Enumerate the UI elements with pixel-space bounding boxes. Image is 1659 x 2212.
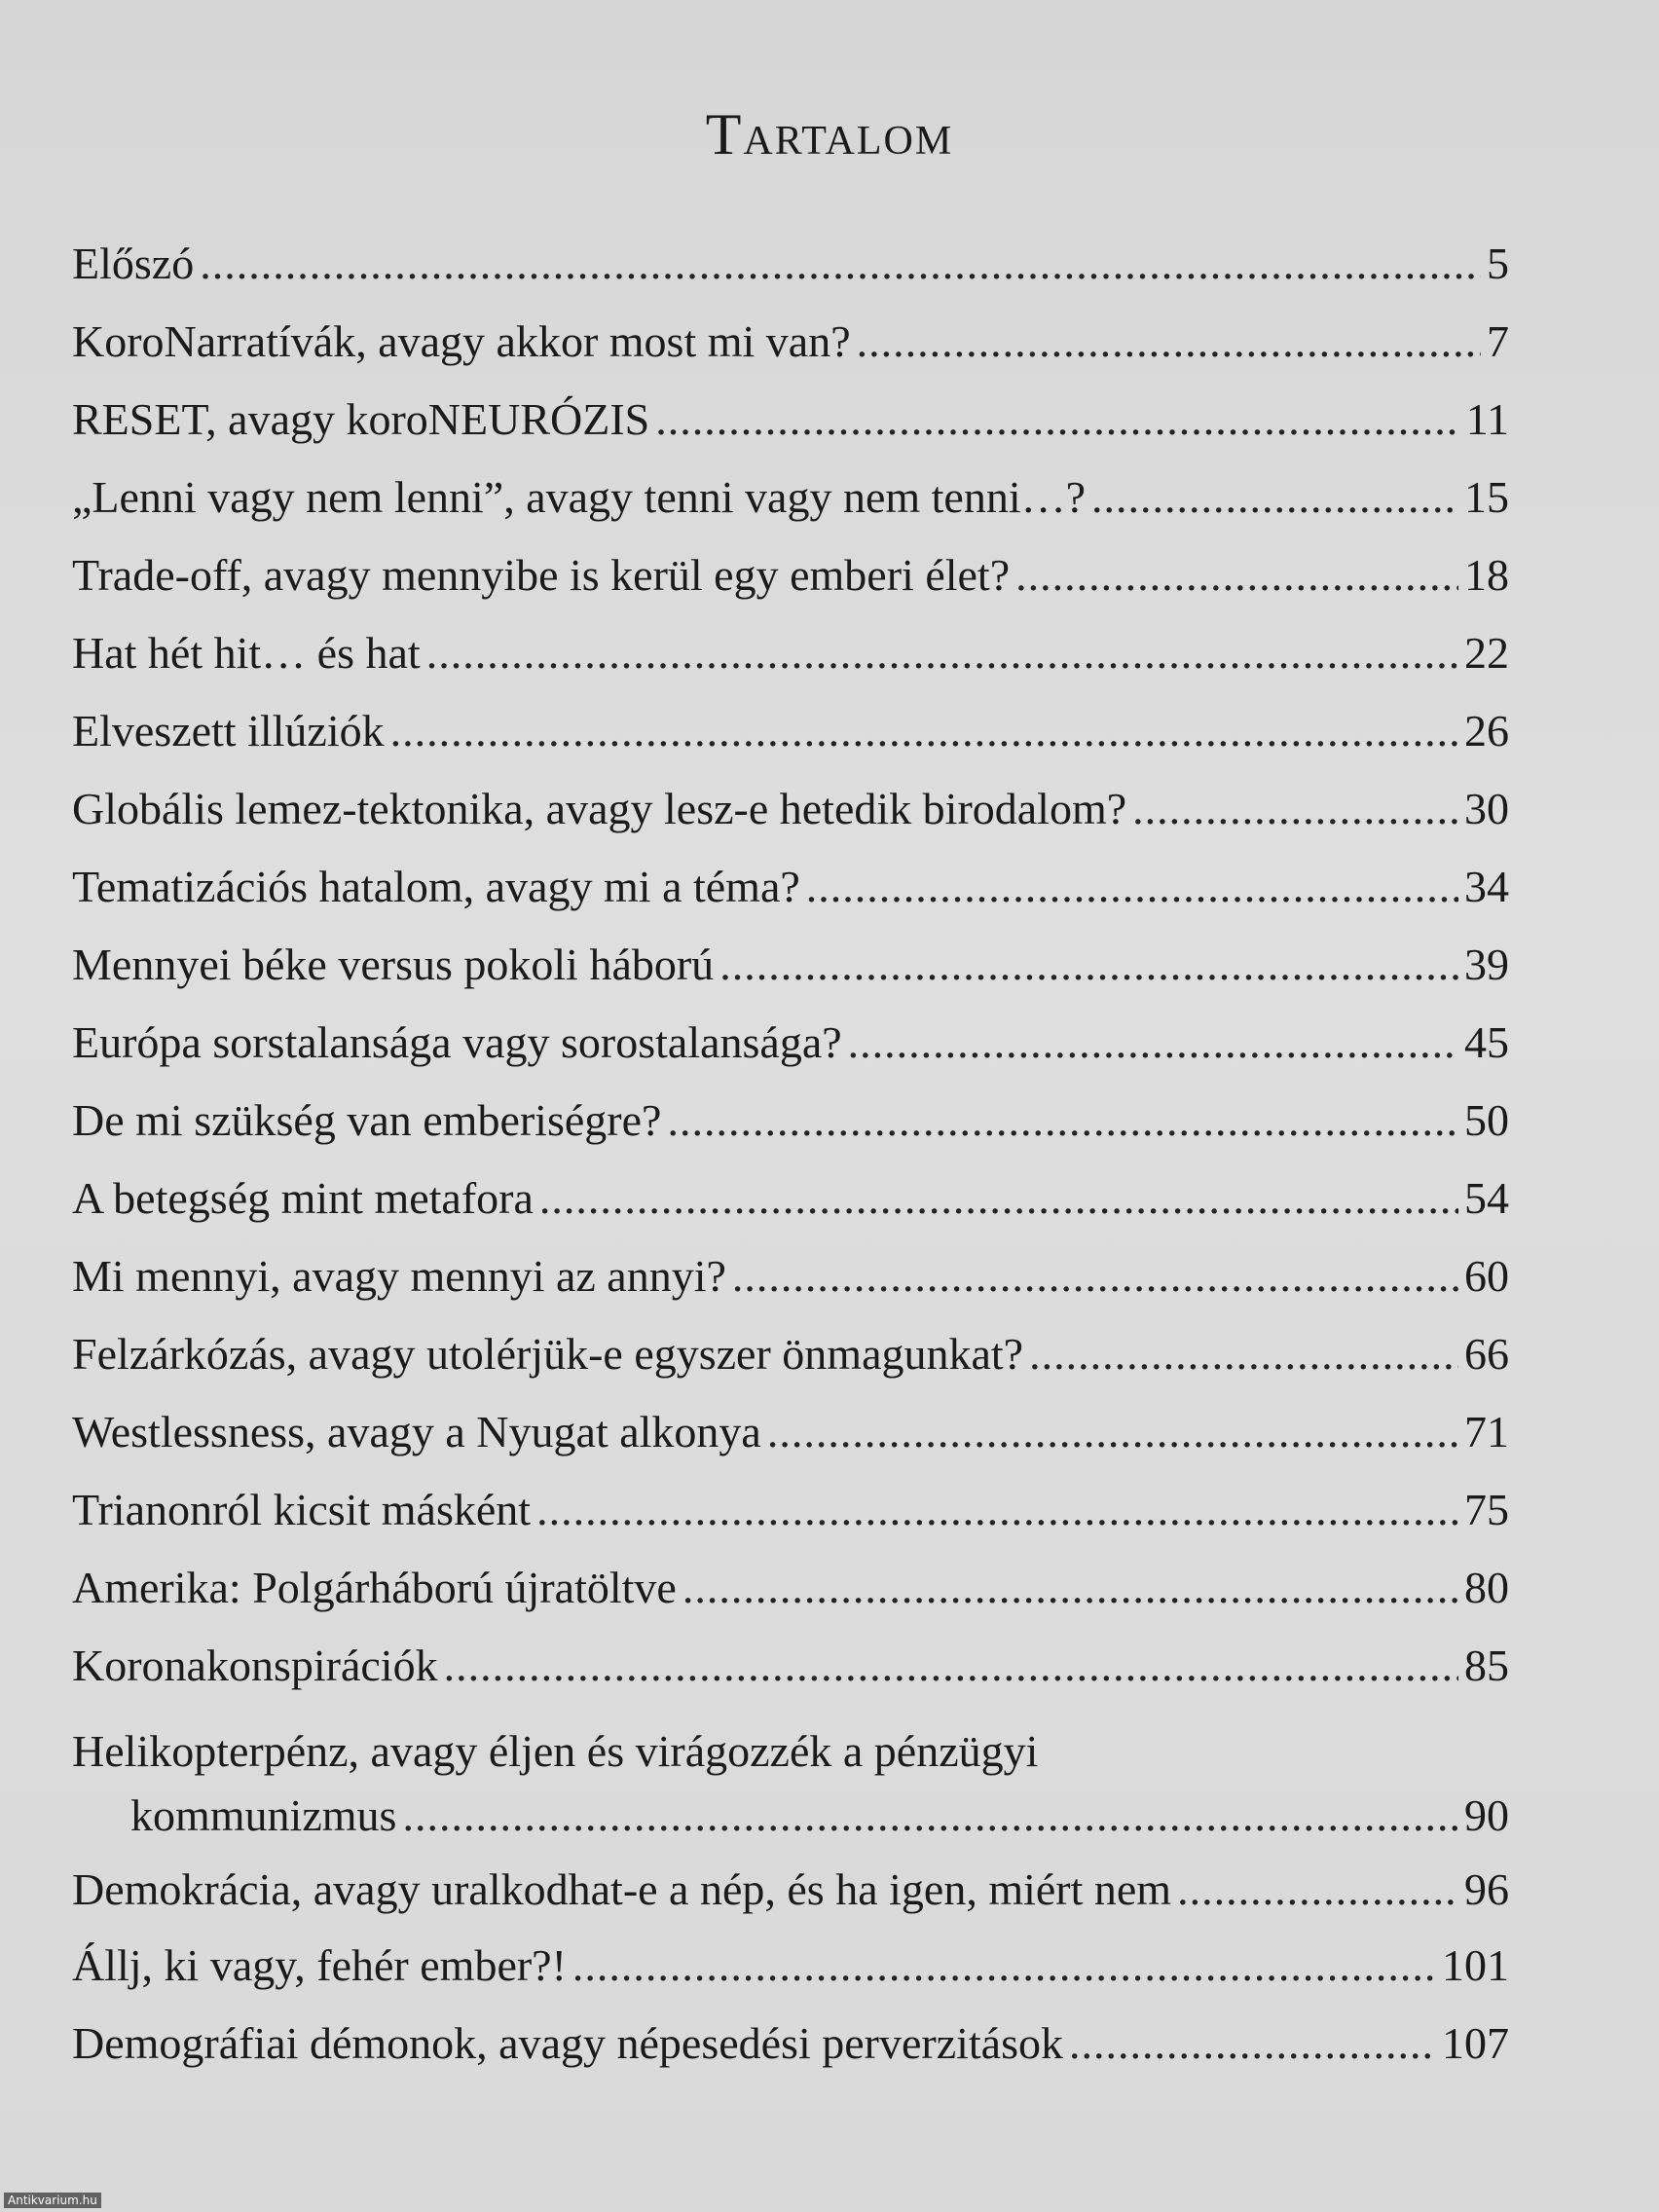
toc-entry-page: 80 — [1464, 1563, 1509, 1612]
toc-entry-title: Előszó — [72, 239, 195, 288]
toc-entry-title: Európa sorstalansága vagy sorostalansága? — [72, 1017, 842, 1067]
toc-entry — [72, 1482, 1509, 1538]
toc-entry-page: 75 — [1464, 1485, 1509, 1534]
toc-entry — [72, 781, 1509, 837]
leader-dots — [536, 1482, 1458, 1538]
toc-entry-continuation — [72, 1788, 1509, 1844]
leader-dots — [1177, 1862, 1458, 1918]
toc-entry-page: 66 — [1464, 1329, 1509, 1379]
toc-entry-title: Trianonról kicsit másként — [72, 1485, 532, 1534]
leader-dots — [767, 1404, 1458, 1460]
toc-entry — [72, 1404, 1509, 1460]
leader-dots — [572, 1937, 1436, 1994]
toc-entry — [72, 2015, 1509, 2072]
toc-entry-page: 5 — [1487, 239, 1509, 288]
toc-entry — [72, 1560, 1509, 1616]
toc-entry-title: Demográfiai démonok, avagy népesedési perverzitások — [72, 2018, 1063, 2068]
watermark: Antikvarium.hu — [4, 2193, 101, 2208]
toc-entry-page: 85 — [1464, 1641, 1509, 1690]
toc-entry — [72, 625, 1509, 682]
toc-entry-title: RESET, avagy koroNEURÓZIS — [72, 394, 650, 444]
toc-entry — [72, 1638, 1509, 1694]
toc-entry — [72, 469, 1509, 526]
toc-entry-title: A betegség mint metafora — [72, 1173, 534, 1223]
toc-entry — [72, 1170, 1509, 1227]
leader-dots — [655, 391, 1459, 448]
toc-entry-title: Elveszett illúziók — [72, 706, 385, 756]
toc-entry-page: 60 — [1464, 1251, 1509, 1301]
toc-entry-page: 11 — [1465, 394, 1509, 444]
leader-dots — [390, 703, 1458, 759]
leader-dots — [848, 1014, 1458, 1071]
toc-entry — [72, 859, 1509, 915]
leader-dots — [1015, 547, 1458, 604]
toc-entry-title: Tematizációs hatalom, avagy mi a téma? — [72, 862, 800, 911]
leader-dots — [444, 1638, 1458, 1694]
toc-entry — [72, 1937, 1509, 1994]
leader-dots — [200, 236, 1481, 292]
toc-entry-title: „Lenni vagy nem lenni”, avagy tenni vagy nem tenni…? — [72, 472, 1087, 522]
toc-entry-title: Mennyei béke versus pokoli háború — [72, 940, 715, 989]
toc-entry-title: Koronakonspirációk — [72, 1641, 438, 1690]
leader-dots — [1029, 1326, 1458, 1382]
toc-entry-title: Trade-off, avagy mennyibe is kerül egy emberi élet? — [72, 550, 1011, 600]
toc-entry — [72, 1326, 1509, 1382]
leader-dots — [806, 859, 1458, 915]
page-title: Tartalom — [705, 102, 954, 166]
toc-entry-page: 101 — [1442, 1940, 1509, 1990]
toc-entry-title-line2: kommunizmus — [130, 1790, 397, 1840]
toc-entry-page: 45 — [1464, 1017, 1509, 1067]
toc-entry — [72, 236, 1509, 292]
toc-entry — [72, 1248, 1509, 1305]
toc-entry-title: Globális lemez-tektonika, avagy lesz-e hetedik birodalom? — [72, 784, 1127, 833]
toc-entry-page: 30 — [1464, 784, 1509, 833]
toc-entry-page: 96 — [1464, 1864, 1509, 1914]
toc-entry — [72, 1014, 1509, 1071]
toc-entry — [72, 547, 1509, 604]
toc-entry-title: Mi mennyi, avagy mennyi az annyi? — [72, 1251, 726, 1301]
leader-dots — [857, 313, 1481, 370]
leader-dots — [732, 1248, 1458, 1305]
leader-dots — [1132, 781, 1458, 837]
leader-dots — [1069, 2015, 1436, 2072]
toc-entry-title: Felzárkózás, avagy utolérjük-e egyszer önmagunkat? — [72, 1329, 1024, 1379]
toc-entry-page: 54 — [1464, 1173, 1509, 1223]
toc-entry-title: Westlessness, avagy a Nyugat alkonya — [72, 1407, 761, 1456]
leader-dots — [426, 625, 1458, 682]
toc-entry-title: Amerika: Polgárháború újratöltve — [72, 1563, 677, 1612]
toc-entry — [72, 1862, 1509, 1918]
toc-entry-page: 15 — [1464, 472, 1509, 522]
toc-entry-title: Demokrácia, avagy uralkodhat-e a nép, és ha igen, miért nem — [72, 1864, 1172, 1914]
toc-entry-multiline — [72, 1723, 1509, 1844]
toc-entry — [72, 703, 1509, 759]
leader-dots — [402, 1788, 1458, 1844]
leader-dots — [719, 937, 1458, 993]
toc-entry-page: 34 — [1464, 862, 1509, 911]
toc-entry-page: 7 — [1487, 316, 1509, 366]
toc-entry-title: Hat hét hit… és hat — [72, 628, 421, 678]
toc-entry-page: 18 — [1464, 550, 1509, 600]
leader-dots — [539, 1170, 1458, 1227]
toc-entry-title-line1: Helikopterpénz, avagy éljen és virágozzék a pénzügyi — [72, 1726, 1039, 1776]
toc-entry-page: 90 — [1464, 1790, 1509, 1840]
toc-entry — [72, 391, 1509, 448]
toc-entry — [72, 1092, 1509, 1149]
toc-entry-page: 26 — [1464, 706, 1509, 756]
toc-entry-page: 71 — [1464, 1407, 1509, 1456]
toc-entry-title: Állj, ki vagy, fehér ember?! — [72, 1940, 567, 1990]
toc-entry-title: KoroNarratívák, avagy akkor most mi van? — [72, 316, 851, 366]
leader-dots — [667, 1092, 1458, 1149]
toc-entry-page: 50 — [1464, 1095, 1509, 1145]
toc-entry — [72, 937, 1509, 993]
leader-dots — [682, 1560, 1458, 1616]
toc-entry-page: 39 — [1464, 940, 1509, 989]
toc-entry-title: De mi szükség van emberiségre? — [72, 1095, 662, 1145]
toc-entry — [72, 313, 1509, 370]
leader-dots — [1091, 469, 1458, 526]
toc-entry-page: 107 — [1442, 2018, 1509, 2068]
toc-entry-page: 22 — [1464, 628, 1509, 678]
